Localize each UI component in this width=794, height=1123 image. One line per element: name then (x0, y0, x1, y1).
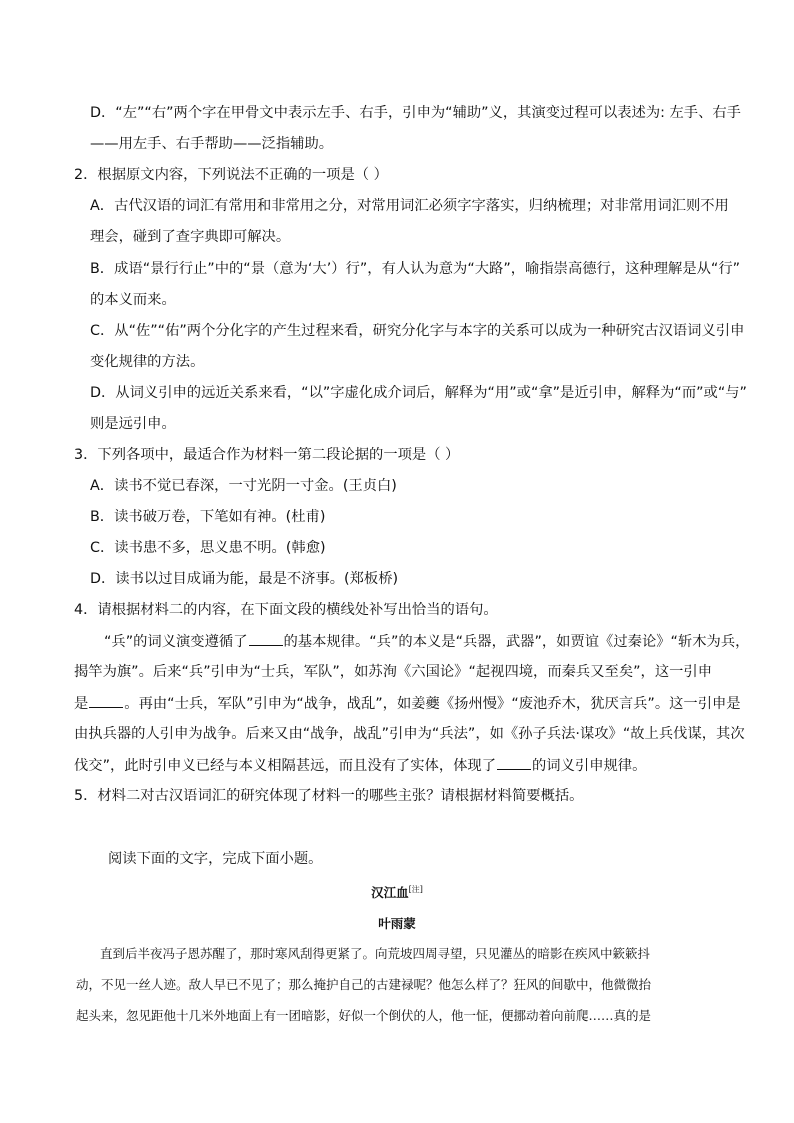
q4-text: 伐交”，此时引申义已经与本义相隔甚远，而且没有了实体，体现了 (74, 758, 497, 774)
answer-blank-3[interactable] (497, 755, 531, 770)
q2-option-a-line1: A．古代汉语的词汇有常用和非常用之分，对常用词汇必须字字落实，归纳梳理；对非常用词汇则不用 (90, 198, 729, 214)
q3-option-a: A．读书不觉已春深，一寸光阴一寸金。(王贞白) (90, 478, 397, 494)
passage-author: 叶雨蒙 (378, 916, 416, 931)
q3-stem: 3．下列各项中，最适合作为材料一第二段论据的一项是（ ） (74, 447, 460, 463)
q5-stem: 5．材料二对古汉语词汇的研究体现了材料一的哪些主张？请根据材料简要概括。 (74, 788, 584, 804)
footnote-marker[interactable]: [注] (408, 884, 423, 894)
passage-title-text: 汉江血 (371, 885, 409, 900)
q2-option-c-line2: 变化规律的方法。 (90, 354, 205, 370)
q4-text: 是 (74, 696, 89, 712)
q2-option-d-line2: 则是远引申。 (90, 416, 176, 432)
q3-option-d: D．读书以过目成诵为能，最是不济事。(郑板桥) (90, 571, 399, 587)
q2-option-a-line2: 理会，碰到了查字典即可解决。 (90, 229, 291, 245)
q4-stem: 4．请根据材料二的内容，在下面文段的横线处补写出恰当的语句。 (74, 602, 498, 618)
q3-option-c: C．读书患不多，思义患不明。(韩愈) (90, 540, 326, 556)
q2-option-b-line2: 的本义而来。 (90, 292, 176, 308)
q2-option-b-line1: B．成语“景行行止”中的“景（意为‘大’）行”，有人认为意为“大路”，喻指崇高德行，这种理解是从“行” (90, 261, 741, 277)
answer-blank-2[interactable] (89, 693, 123, 708)
passage-line3: 起头来，忽见距他十几米外地面上有一团暗影，好似一个倒伏的人，他一怔，便挪动着向前爬……真的是 (76, 1008, 652, 1023)
q1-option-d-line1: D．“左”“右”两个字在甲骨文中表示左手、右手，引申为“辅助”义，其演变过程可以表述为: 左手、右手 (90, 105, 741, 121)
q4-passage-line3 (74, 693, 741, 714)
q4-passage-line4: 由执兵器的人引申为战争。后来又由“战争，战乱”引申为“兵法”，如《孙子兵法·谋攻》“故上兵伐谋，其次 (74, 726, 745, 742)
q4-text: 的基本规律。“兵”的本义是“兵器，武器”，如贾谊《过秦论》“斩木为兵， (283, 634, 750, 650)
q4-passage-line5 (74, 755, 646, 776)
q4-text: 的词义引申规律。 (532, 758, 647, 774)
passage-title (0, 883, 794, 901)
passage-line2: 动，不见一丝人迹。敌人早已不见了；那么掩护自己的古建禄呢？他怎么样了？狂风的间歇中，他微微抬 (76, 977, 652, 992)
reading-intro: 阅读下面的文字，完成下面小题。 (108, 851, 323, 867)
q1-option-d-line2: ——用左手、右手帮助——泛指辅助。 (90, 136, 334, 152)
q2-stem: 2．根据原文内容，下列说法不正确的一项是（ ） (74, 167, 388, 183)
q2-option-d-line1: D．从词义引申的远近关系来看，“以”字虚化成介词后，解释为“用”或“拿”是近引申，解释为“而”或“与” (90, 385, 747, 401)
q4-passage-line2: 揭竿为旗”。后来“兵”引申为“士兵，军队”，如苏洵《六国论》“起视四境，而秦兵又至矣”，这一引申 (74, 664, 713, 680)
q4-text: 。再由“士兵，军队”引申为“战争，战乱”，如姜夔《扬州慢》“废池乔木，犹厌言兵”。这一引申是 (124, 696, 741, 712)
q3-option-b: B．读书破万卷，下笔如有神。(杜甫) (90, 509, 326, 525)
q4-text: “兵”的词义演变遵循了 (104, 634, 248, 650)
passage-line1: 直到后半夜冯子恩苏醒了，那时寒风刮得更紧了。向荒坡四周寻望，只见灌丛的暗影在疾风中簌簌抖 (100, 946, 651, 961)
answer-blank-1[interactable] (249, 631, 283, 646)
q2-option-c-line1: C．从“佐”“佑”两个分化字的产生过程来看，研究分化字与本字的关系可以成为一种研究古汉语词义引申 (90, 323, 745, 339)
q4-passage-line1 (104, 631, 749, 652)
